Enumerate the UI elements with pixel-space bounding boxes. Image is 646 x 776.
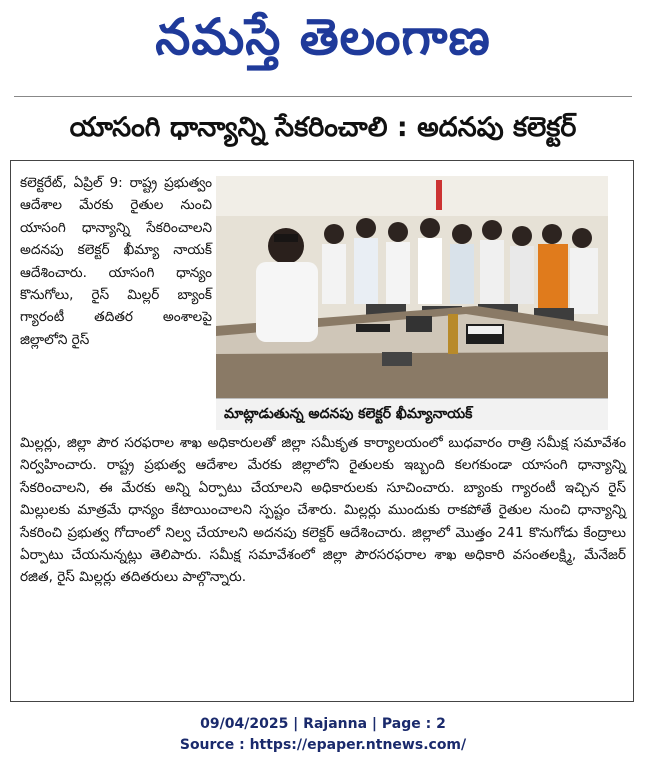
footer-date-line: 09/04/2025 | Rajanna | Page : 2 [200, 716, 446, 732]
article-column-text [20, 172, 212, 351]
article-headline: యాసంగి ధాన్యాన్ని సేకరించాలి : అదనపు కలెక్టర్ [69, 112, 577, 143]
article-paragraph-continued: మిల్లర్లు, జిల్లా పౌర సరఫరాల శాఖ అధికారులతో జిల్లా సమీకృత కార్యాలయంలో బుధవారం రాత్రి సమీక్ష సమావేశం నిర్వహించారు. రాష్ట్ర ప్రభుత్వ ఆదేశాల మేరకు జిల్లాలోని రైతులకు ఇబ్బంది కలగకుండా యాసంగి ధాన్యాన్ని సేకరించాలని, ఈ మేరకు అన్ని ఏర్పాటు చేయాలని అధికారులకు సూచించారు. బ్యాంకు గ్యారంటీ ఇచ్చిన రైస్ మిల్లులకు మాత్రమే ధాన్యం కేటాయించాలని స్పష్టం చేశారు. మిల్లర్లు ముందుకు రాకపోతే రైతుల నుంచి ధాన్యాన్ని సేకరించి ప్రభుత్వ గోదాంలో నిల్వ చేయాలని అదనపు కలెక్టర్ ఆదేశించారు. జిల్లాలో మొత్తం 241 కొనుగోడు కేంద్రాలు ఏర్పాటు చేయనున్నట్లు తెలిపారు. సమీక్ష సమావేశంలో జిల్లా పౌరసరఫరాల శాఖ అధికారి వసంతలక్ష్మి, మేనేజర్ రజిత, రైస్ మిల్లర్లు తదితరులు పాల్గొన్నారు. [20, 435, 626, 586]
masthead-title: నమస్తే తెలంగాణ [155, 7, 491, 66]
meeting-photo [216, 176, 608, 398]
photo-caption: మాట్లాడుతున్న అదనపు కలెక్టర్ ఖీమ్యానాయక్ [216, 398, 608, 430]
page-footer [0, 714, 646, 756]
article-paragraph-start: కలెక్టరేట్, ఏప్రిల్ 9: రాష్ట్ర ప్రభుత్వం ఆదేశాల మేరకు రైతుల నుంచి యాసంగి ధాన్యాన్ని సేకరించాలని అదనపు కలెక్టర్ ఖీమ్యా నాయక్ ఆదేశించారు. యాసంగి ధాన్యం కొనుగోలు, రైస్ మిల్లర్ బ్యాంక్ గ్యారంటీ తదితర అంశాలపై జిల్లాలోని రైస్ [20, 175, 212, 348]
footer-source-link[interactable]: Source : https://epaper.ntnews.com/ [179, 737, 467, 753]
divider [14, 96, 632, 97]
article-body-text [20, 432, 626, 589]
meeting-photo-illustration [216, 176, 608, 398]
